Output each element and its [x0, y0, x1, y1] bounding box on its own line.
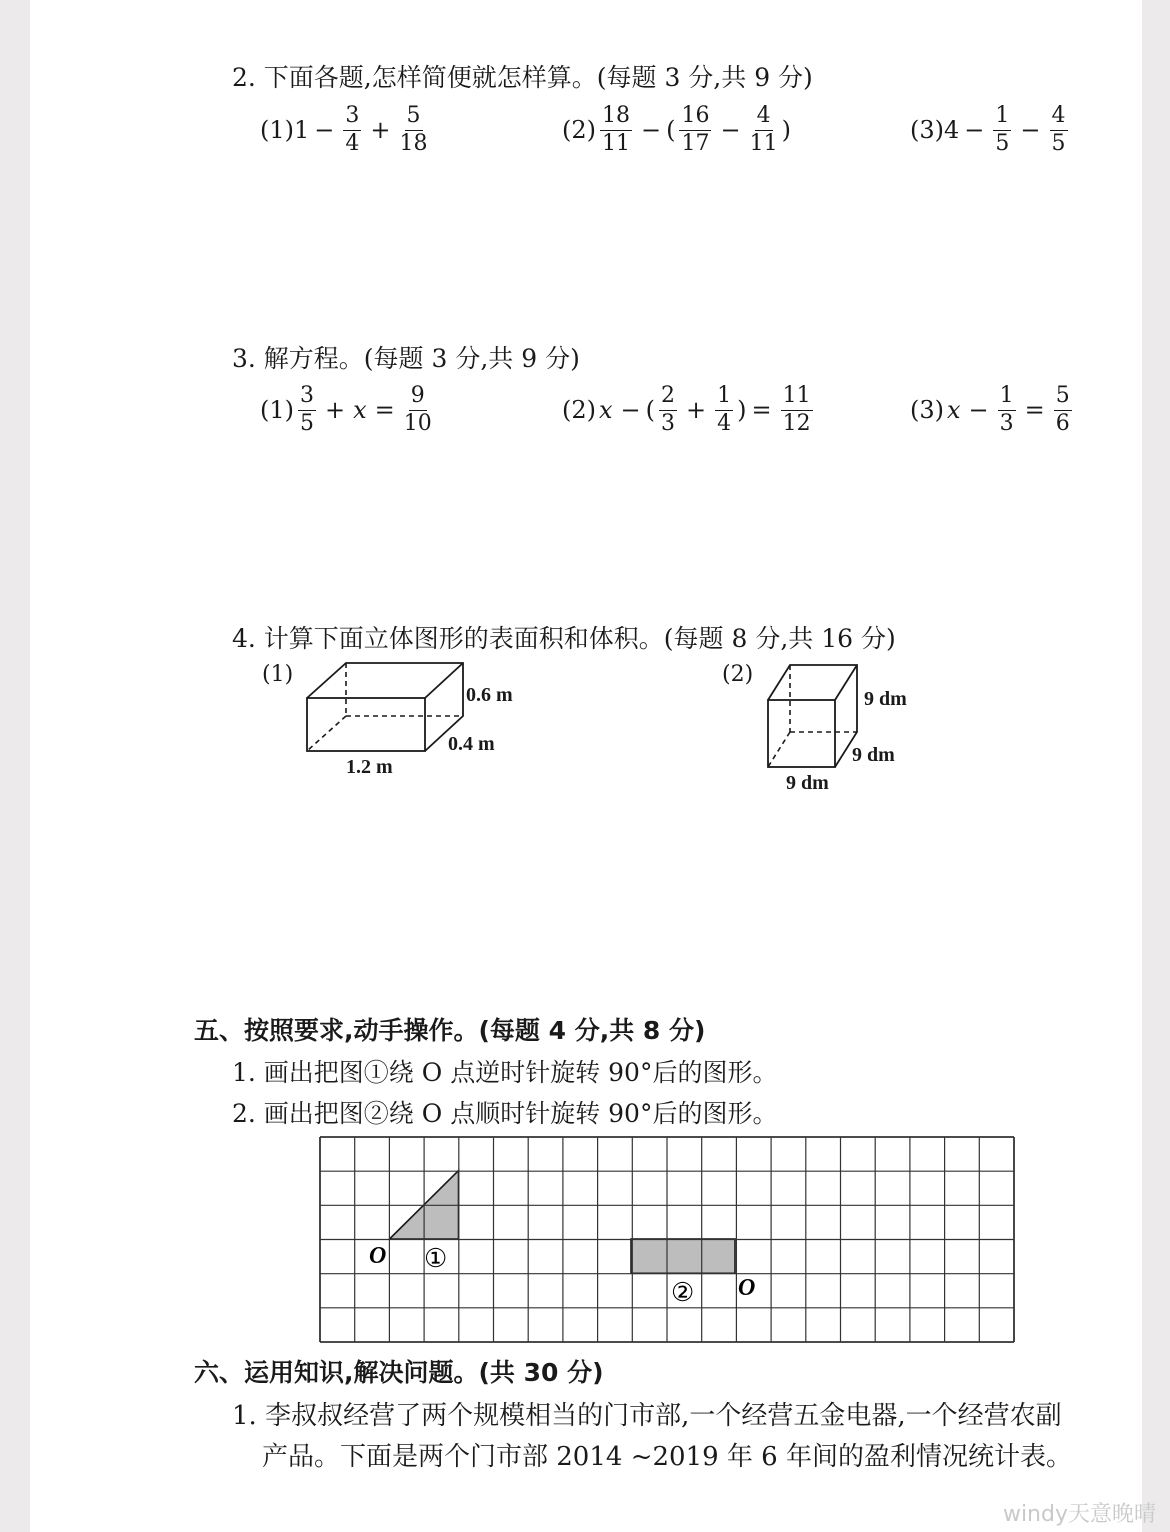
fraction: $\frac{1}{3}$ [999, 383, 1014, 436]
problem-label: (1) [260, 116, 294, 145]
cuboid-height-label: 0.6 m [466, 684, 513, 706]
fraction: $\frac{5}{18}$ [399, 103, 428, 156]
q2-title: 2. 下面各题,怎样简便就怎样算。(每题 3 分,共 9 分) [232, 63, 813, 92]
operator: − [620, 396, 641, 425]
problem-label: (2) [562, 116, 596, 145]
operator: − [964, 116, 985, 145]
section6-problem-1-line1: 1. 李叔叔经营了两个规模相当的门市部,一个经营五金电器,一个经营农副 [232, 1401, 1062, 1431]
section5-title: 五、按照要求,动手操作。(每题 4 分,共 8 分) [194, 1016, 706, 1045]
paren: ( [645, 396, 656, 425]
fig2-label: (2) [722, 662, 754, 687]
variable: x [599, 396, 613, 425]
q2-problem-1 [260, 104, 432, 156]
operator: − [720, 116, 741, 145]
cube-length-label: 9 dm [786, 772, 829, 794]
fraction: $\frac{1}{5}$ [995, 103, 1010, 156]
cube-depth-label: 9 dm [852, 744, 895, 766]
equals: = [374, 396, 395, 425]
section5-item-1: 1. 画出把图①绕 O 点逆时针旋转 90°后的图形。 [232, 1058, 778, 1087]
rotation-grid [318, 1136, 1016, 1343]
shape-2-rectangle [631, 1239, 735, 1273]
cube-height-label: 9 dm [864, 688, 907, 710]
q4-title: 4. 计算下面立体图形的表面积和体积。(每题 8 分,共 16 分) [232, 624, 896, 653]
point-o-label-2: O [738, 1275, 756, 1301]
fraction: 16 17 [681, 103, 710, 156]
cuboid-depth-label: 0.4 m [448, 733, 495, 755]
section5-item-2: 2. 画出把图②绕 O 点顺时针旋转 90°后的图形。 [232, 1099, 778, 1128]
shape-2-label: ② [671, 1278, 695, 1307]
operator: + [325, 396, 346, 425]
cuboid-length-label: 1.2 m [346, 756, 393, 778]
q3-problem-1 [260, 384, 436, 436]
section6-problem-1-line2: 产品。下面是两个门市部 2014 ~2019 年 6 年间的盈利情况统计表。 [262, 1442, 1072, 1472]
section6-title: 六、运用知识,解决问题。(共 30 分) [194, 1358, 604, 1387]
operator: + [686, 396, 707, 425]
fraction: $\frac{4}{11}$ [749, 103, 778, 156]
operator: − [968, 396, 989, 425]
operator: − [641, 116, 662, 145]
paren: ) [781, 116, 791, 145]
shape-1-label: ① [424, 1244, 448, 1273]
cube-figure [762, 660, 862, 770]
fraction: $\frac{11}{12}$ [782, 383, 811, 436]
fraction: 3 5 [300, 383, 314, 436]
problem-label: (3) [910, 116, 944, 145]
operator: + [370, 116, 391, 145]
fraction: 2 3 [661, 383, 676, 436]
paren: ( [666, 116, 676, 145]
operator: − [1020, 116, 1041, 145]
q2-problem-3 [910, 104, 1072, 156]
variable: x [353, 396, 367, 425]
point-o-label-1: O [369, 1243, 387, 1269]
problem-label: (2) [562, 396, 596, 425]
term: 4 [944, 116, 960, 145]
fraction: $\frac{9}{10}$ [403, 383, 432, 436]
fraction: $\frac{4}{5}$ [1051, 103, 1066, 156]
watermark: windy天意晚晴 [1002, 1502, 1156, 1527]
q3-problem-3 [910, 384, 1076, 436]
fraction: $\frac{5}{6}$ [1055, 383, 1070, 436]
cuboid-figure [300, 660, 470, 760]
term: 1 [294, 116, 310, 145]
q3-problem-2 [562, 384, 817, 436]
variable: x [947, 396, 961, 425]
equals: = [1024, 396, 1045, 425]
operator: − [314, 116, 335, 145]
q2-problem-2 [562, 104, 791, 156]
fig1-label: (1) [262, 662, 294, 687]
problem-label: (1) [260, 396, 294, 425]
fraction: $\frac{3}{4}$ [345, 103, 360, 156]
fraction: 18 11 [602, 103, 630, 156]
q3-title: 3. 解方程。(每题 3 分,共 9 分) [232, 344, 580, 373]
problem-label: (3) [910, 396, 944, 425]
fraction: $\frac{1}{4}$ [717, 383, 732, 436]
paren: ) [737, 396, 747, 425]
equals: = [751, 396, 772, 425]
